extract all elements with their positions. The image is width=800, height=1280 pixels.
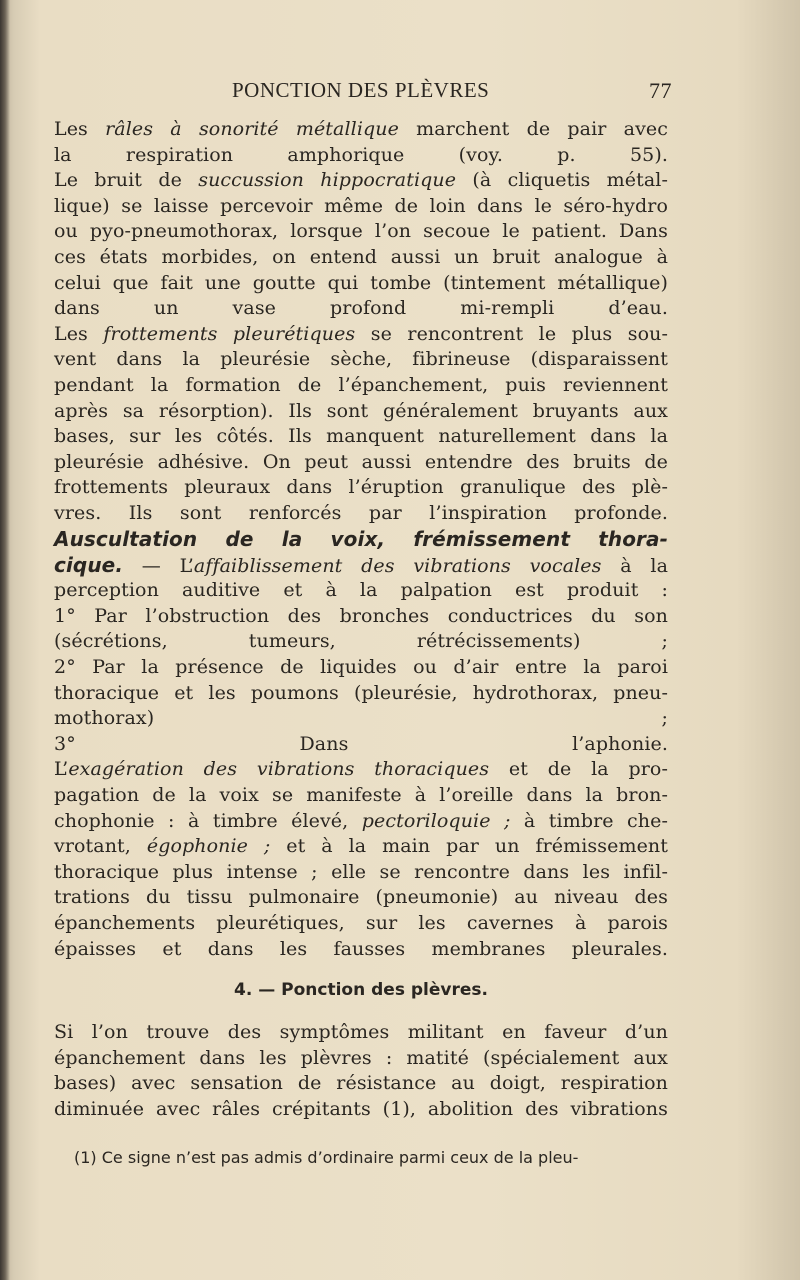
text-line: [54, 245, 668, 271]
page-number: 77: [649, 78, 672, 103]
text-line: [54, 1097, 668, 1123]
text-run: vent dans la pleurésie sèche, fibrineuse (disparaissent: [54, 348, 668, 371]
text-run: chophonie : à timbre élevé,: [54, 809, 362, 832]
text-line: [54, 1071, 668, 1097]
text-line: [54, 527, 668, 553]
text-line: [54, 553, 668, 579]
text-line: [54, 450, 668, 476]
text-run: celui que fait une goutte qui tombe (tintement métallique): [54, 271, 668, 294]
text-run: lique) se laisse percevoir même de loin dans le séro-hydro: [54, 194, 668, 217]
text-run: pleurésie adhésive. On peut aussi entendre des bruits de: [54, 450, 668, 473]
italic-term: affaiblissement des vibrations vocales: [193, 554, 602, 577]
text-line: [54, 373, 668, 399]
text-run: vres. Ils sont renforcés par l’inspiration profonde.: [54, 501, 668, 524]
text-line: [54, 706, 668, 732]
text-line: [54, 655, 668, 681]
text-run: 3° Dans l’aphonie.: [54, 732, 668, 755]
text-line: [54, 501, 668, 527]
text-run: ces états morbides, on entend aussi un bruit analogue à: [54, 245, 668, 268]
subsection-heading-text: Auscultation de la voix, frémissement thora-: [54, 527, 668, 551]
text-line: [54, 219, 668, 245]
text-run: à timbre che-: [510, 809, 668, 832]
text-line: [54, 117, 668, 143]
text-run: Les: [54, 118, 106, 140]
text-line: [54, 604, 668, 630]
text-run: vrotant,: [54, 835, 147, 858]
text-line: [54, 809, 668, 835]
text-line: [54, 168, 668, 194]
italic-term: frottements pleurétiques: [103, 322, 356, 345]
text-line: [54, 578, 668, 604]
italic-term: égophonie ;: [146, 835, 271, 858]
text-run: marchent de pair avec: [398, 118, 668, 140]
text-run: (sécrétions, tumeurs, rétrécissements) ;: [54, 630, 668, 653]
text-run: frottements pleuraux dans l’éruption granulique des plè-: [54, 476, 668, 499]
text-run: — L’: [123, 554, 194, 577]
text-run: bases, sur les côtés. Ils manquent naturellement dans la: [54, 425, 668, 448]
text-run: et à la main par un frémissement: [270, 835, 668, 858]
text-run: épaisses et dans les fausses membranes pleurales.: [54, 937, 668, 960]
text-run: la respiration amphorique (voy. p. 55).: [54, 143, 668, 166]
text-line: [54, 424, 668, 450]
text-line: [54, 834, 668, 860]
text-line: [54, 322, 668, 348]
text-line: [54, 783, 668, 809]
paragraphs-auscultation-voix: [54, 527, 668, 962]
text-run: dans un vase profond mi-rempli d’eau.: [54, 297, 668, 320]
text-run: thoracique et les poumons (pleurésie, hydrothorax, pneu-: [54, 681, 668, 704]
subsection-heading-text: cique.: [54, 552, 124, 577]
text-run: Le bruit de: [54, 169, 199, 192]
text-run: épanchement dans les plèvres : matité (spécialement aux: [54, 1046, 668, 1069]
text-run: mothorax) ;: [54, 707, 668, 730]
text-line: [54, 194, 668, 220]
section-heading: 4. — Ponction des plèvres.: [234, 980, 488, 1000]
text-line: [54, 1046, 668, 1072]
text-line: [54, 860, 668, 886]
text-run: après sa résorption). Ils sont généralement bruyants aux: [54, 399, 668, 422]
text-run: Si l’on trouve des symptômes militant en faveur d’un: [54, 1021, 668, 1043]
text-run: thoracique plus intense ; elle se rencontre dans les infil-: [54, 860, 668, 883]
text-line: [54, 143, 668, 169]
text-line: [54, 885, 668, 911]
italic-term: succussion hippocratique: [198, 169, 457, 192]
text-line: [54, 347, 668, 373]
paragraphs-rales-frottements: [54, 117, 668, 527]
running-header: [232, 78, 672, 108]
text-line: [54, 937, 668, 963]
text-line: [54, 296, 668, 322]
text-run: se rencontrent le plus sou-: [355, 322, 668, 345]
text-run: (à cliquetis métal-: [456, 169, 669, 192]
text-run: L’: [54, 758, 69, 781]
text-run: 2° Par la présence de liquides ou d’air entre la paroi: [54, 655, 668, 678]
italic-term: exagération des vibrations thoraciques: [68, 758, 490, 781]
text-run: ou pyo-pneumothorax, lorsque l’on secoue le patient. Dans: [54, 220, 668, 243]
text-line: [54, 271, 668, 297]
text-run: pendant la formation de l’épanchement, puis reviennent: [54, 373, 668, 396]
running-title: PONCTION DES PLÈVRES: [232, 78, 490, 102]
paragraph-ponction: [54, 1020, 668, 1122]
text-run: et de la pro-: [489, 758, 668, 781]
text-line: [54, 732, 668, 758]
text-line: [54, 1020, 668, 1046]
text-line: [54, 911, 668, 937]
italic-term: râles à sonorité métallique: [105, 118, 399, 140]
text-run: pagation de la voix se manifeste à l’oreille dans la bron-: [54, 783, 668, 806]
text-line: [54, 399, 668, 425]
text-line: [54, 475, 668, 501]
text-run: Les: [54, 322, 104, 345]
book-gutter-shadow: [0, 0, 10, 1280]
footnote: (1) Ce signe n’est pas admis d’ordinaire parmi ceux de la pleu-: [74, 1148, 579, 1167]
italic-term: pectoriloquie ;: [361, 809, 511, 832]
text-run: bases) avec sensation de résistance au doigt, respiration: [54, 1072, 668, 1095]
text-run: trations du tissu pulmonaire (pneumonie) au niveau des: [54, 886, 668, 909]
text-line: [54, 757, 668, 783]
text-run: perception auditive et à la palpation est produit :: [54, 579, 668, 602]
text-run: 1° Par l’obstruction des bronches conductrices du son: [54, 604, 668, 627]
text-line: [54, 681, 668, 707]
text-line: [54, 629, 668, 655]
text-run: diminuée avec râles crépitants (1), abolition des vibrations: [54, 1097, 668, 1120]
text-run: à la: [601, 554, 668, 577]
text-run: épanchements pleurétiques, sur les cavernes à parois: [54, 911, 668, 934]
